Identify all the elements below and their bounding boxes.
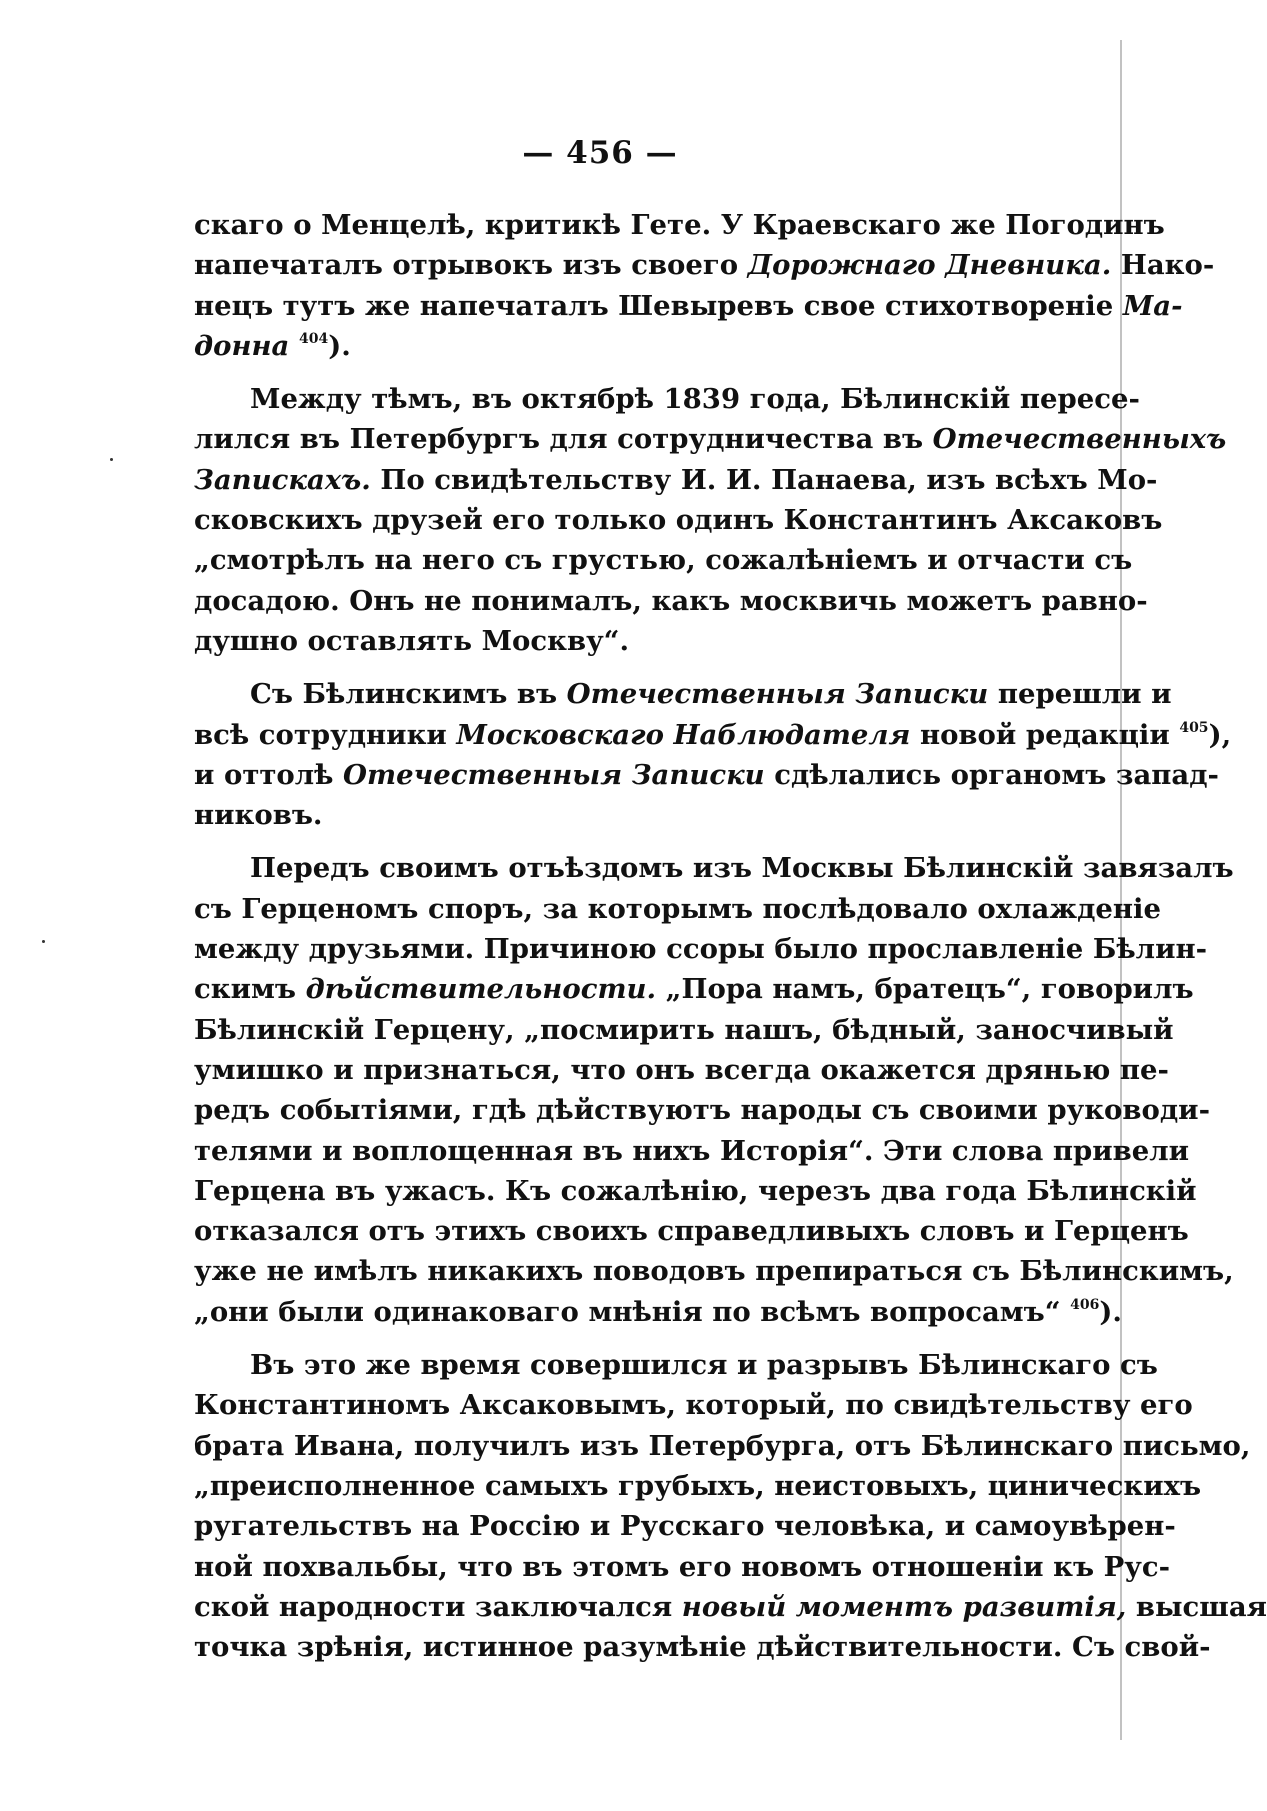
text-line [194,715,1232,755]
text-run: съ Герценомъ споръ, за которымъ послѣдовало охлажденіе [194,892,1161,925]
text-run: отказался отъ этихъ своихъ справедливыхъ словъ и Герценъ [194,1215,1189,1248]
paragraph-gap [194,366,1039,379]
text-run: „Пора намъ, братецъ“, говорилъ [656,973,1194,1006]
text-run: душно оставлять Москву“. [194,624,630,657]
text-line [194,1050,1169,1090]
paragraph [194,848,1234,1332]
text-run: лился въ Петербургъ для сотрудничества въ [194,423,933,456]
text-line [194,379,1140,419]
text-run: скимъ [194,973,306,1006]
text-run: Бѣлинскій Герцену, „посмирить нашъ, бѣдный, заносчивый [194,1013,1174,1046]
text-line [194,1587,1267,1627]
text-line [194,1547,1171,1587]
text-run: уже не имѣлъ никакихъ поводовъ препираться съ Бѣлинскимъ, [194,1255,1234,1288]
text-run: Съ Бѣлинскимъ въ [250,678,567,711]
text-line [194,205,1165,245]
text-line [194,286,1183,326]
text-run: телями и воплощенная въ нихъ Исторія“. Эти слова привели [194,1134,1190,1167]
text-run: Между тѣмъ, въ октябрѣ 1839 года, Бѣлинскій пересе- [250,383,1140,416]
text-line [194,460,1158,500]
text-line [194,1627,1211,1667]
text-run: всѣ сотрудники [194,718,457,751]
text-run: между друзьями. Причиною ссоры было прославленіе Бѣлин- [194,933,1208,966]
text-run: Константиномъ Аксаковымъ, который, по свидѣтельству его [194,1389,1193,1422]
text-line [194,581,1148,621]
text-run: никовъ. [194,799,323,832]
text-run: Герцена въ ужасъ. Къ сожалѣнію, черезъ два года Бѣлинскій [194,1174,1197,1207]
text-line [194,1292,1122,1332]
text-line [194,674,1172,714]
text-run: Нако- [1111,249,1215,282]
book-text [194,205,1267,1667]
text-run: ной похвальбы, что въ этомъ его новомъ отношеніи къ Рус- [194,1550,1171,1583]
text-run: Передъ своимъ отъѣздомъ изъ Москвы Бѣлинскій завязалъ [250,852,1234,885]
italic-title: Московскаго Наблюдателя [456,718,911,751]
text-run: сдѣлались органомъ запад- [764,758,1219,791]
text-line [194,969,1194,1009]
text-line [194,1010,1174,1050]
footnote-ref: 405 [1179,719,1209,736]
text-run: перешли и [988,678,1172,711]
text-line [194,1131,1190,1171]
text-run: сковскихъ друзей его только одинъ Константинъ Аксаковъ [194,504,1163,537]
text-line [194,848,1234,888]
page-number: — 456 — [522,135,678,171]
text-run: напечаталъ отрывокъ изъ своего [194,249,748,282]
text-run: Въ это же время совершился и разрывъ Бѣлинскаго съ [250,1349,1158,1382]
text-run: высшая [1126,1590,1267,1623]
text-line [194,1211,1189,1251]
scan-speck [42,940,45,943]
paragraph [194,205,1215,366]
text-run: брата Ивана, получилъ изъ Петербурга, отъ Бѣлинскаго письмо, [194,1429,1251,1462]
paragraph-gap [194,835,1039,848]
text-run: „смотрѣлъ на него съ грустью, сожалѣніемъ и отчасти съ [194,544,1133,577]
scan-speck [110,458,113,461]
italic-title: дѣйствительности. [305,973,657,1006]
text-run: новой редакціи [910,718,1180,751]
paragraph [194,379,1227,661]
text-run: ). [1099,1295,1122,1328]
text-run: скаго о Менцелѣ, критикѣ Гете. У Краевскаго же Погодинъ [194,209,1165,241]
text-run: По свидѣтельству И. И. Панаева, изъ всѣхъ Мо- [370,463,1158,496]
text-run: „преисполненное самыхъ грубыхъ, неистовыхъ, циническихъ [194,1469,1202,1502]
text-line [194,621,1039,661]
italic-title: Отечественныя Записки [566,678,989,711]
text-run: ). [328,329,351,362]
text-run: досадою. Онъ не понималъ, какъ москвичь можетъ равно- [194,584,1148,617]
text-run: нецъ тутъ же напечаталъ Шевыревъ свое стихотвореніе [194,289,1123,322]
footnote-ref: 404 [298,330,329,347]
text-line [194,755,1219,795]
text-line [194,1251,1234,1291]
text-line [194,1426,1251,1466]
text-line [194,419,1227,459]
text-run: ругательствъ на Россію и Русскаго человѣка, и самоувѣрен- [194,1510,1176,1543]
italic-title: Дорожнаго Дневника. [747,249,1112,282]
text-run [289,330,299,362]
paragraph [194,674,1232,835]
text-line [194,1345,1158,1385]
text-line [194,889,1161,929]
text-line [194,326,1039,366]
paragraph-gap [194,1332,1039,1345]
italic-title: новый моментъ развитія, [681,1590,1127,1623]
text-line [194,1506,1176,1546]
italic-title: Запискахъ. [194,463,371,496]
text-line [194,929,1208,969]
italic-title: Отечественныхъ [932,423,1227,456]
paragraph [194,1345,1267,1667]
text-run: ), [1208,718,1232,751]
text-run: „они были одинаковаго мнѣнія по всѣмъ вопросамъ“ [194,1295,1071,1328]
text-line [194,1385,1193,1425]
paragraph-gap [194,661,1039,674]
text-line [194,1171,1197,1211]
text-run: умишко и признаться, что онъ всегда окажется дрянью пе- [194,1053,1169,1086]
text-line [194,245,1215,285]
italic-title: Отечественныя Записки [343,758,765,791]
text-run: редъ событіями, гдѣ дѣйствуютъ народы съ своими руководи- [194,1094,1210,1127]
italic-title: донна [194,329,290,362]
text-run: ской народности заключался [194,1590,682,1623]
text-run: точка зрѣнія, истинное разумѣніе дѣйствительности. Съ свой- [194,1631,1211,1664]
text-line [194,1466,1202,1506]
text-line [194,795,1039,835]
text-line [194,500,1163,540]
text-run: и оттолѣ [194,758,344,791]
text-line [194,540,1133,580]
footnote-ref: 406 [1070,1296,1100,1313]
text-line [194,1090,1210,1130]
italic-title: Ма- [1122,289,1183,322]
